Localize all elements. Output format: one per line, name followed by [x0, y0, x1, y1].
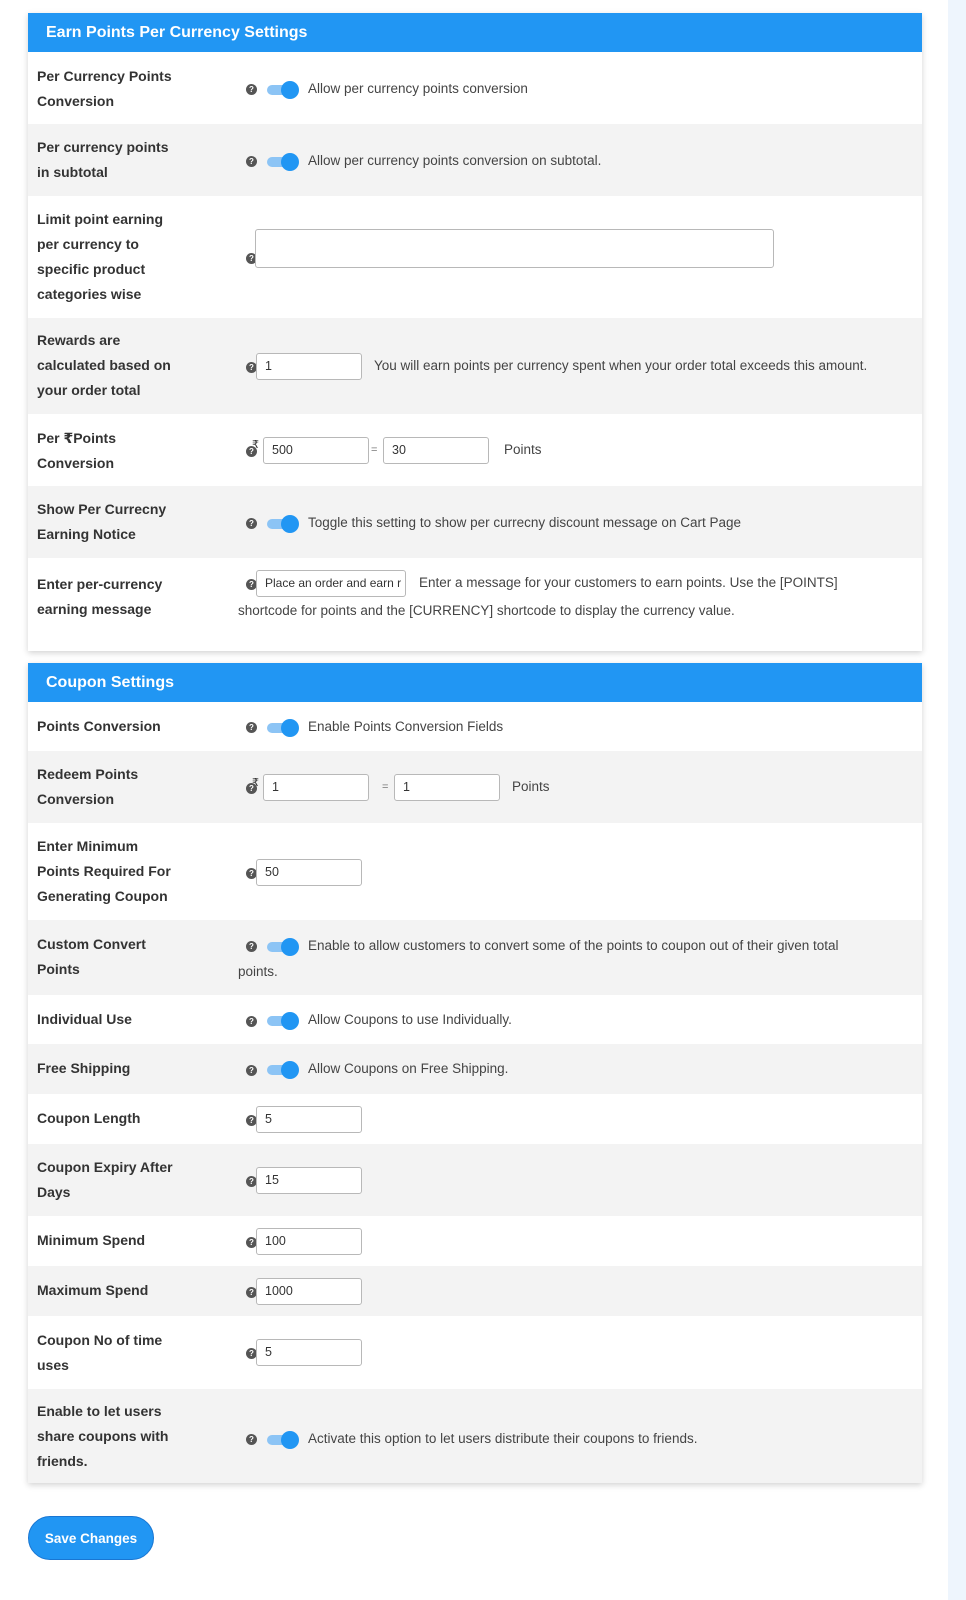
- help-icon[interactable]: ?: [246, 1237, 257, 1248]
- setting-description: You will earn points per currency spent when your order total exceeds this amount.: [374, 358, 868, 373]
- setting-label: Maximum Spend: [37, 1282, 149, 1298]
- order-total-input[interactable]: 1: [256, 353, 362, 380]
- help-icon[interactable]: ?: [246, 1348, 257, 1359]
- coupon-uses-input[interactable]: 5: [256, 1339, 362, 1366]
- help-icon[interactable]: ?: [246, 156, 257, 167]
- setting-label: Show Per Currecny Earning Notice: [37, 501, 167, 542]
- coupon-settings-panel: [28, 663, 922, 1483]
- earning-message-input[interactable]: Place an order and earn r: [256, 570, 406, 597]
- setting-row-coupon-length: [28, 1094, 922, 1144]
- toggle-switch[interactable]: [267, 719, 299, 736]
- setting-label: Enter per-currency earning message: [37, 576, 163, 617]
- setting-description: Enable to allow customers to convert some of the points to coupon out of their given total: [308, 938, 839, 953]
- points-unit-label: Points: [504, 442, 542, 457]
- setting-row-earning-notice: [28, 486, 922, 558]
- setting-row-per-currency-conversion: [28, 52, 922, 124]
- panel-title: Coupon Settings: [28, 663, 922, 702]
- setting-row-min-spend: [28, 1216, 922, 1266]
- setting-label: Limit point earning per currency to specific product categories wise: [37, 211, 163, 302]
- setting-description: Allow per currency points conversion on subtotal.: [308, 153, 602, 168]
- points-unit-label: Points: [512, 779, 550, 794]
- setting-description: Allow Coupons on Free Shipping.: [308, 1061, 509, 1076]
- help-icon[interactable]: ?: [246, 1176, 257, 1187]
- equals-sign: =: [382, 781, 389, 793]
- setting-row-redeem-conversion: [28, 751, 922, 823]
- toggle-switch[interactable]: [267, 153, 299, 170]
- setting-label: Per currency points in subtotal: [37, 139, 169, 180]
- setting-description: Enable Points Conversion Fields: [308, 719, 504, 734]
- setting-row-coupon-uses: [28, 1316, 922, 1389]
- setting-row-individual-use: [28, 995, 922, 1044]
- setting-row-points-conversion: [28, 414, 922, 486]
- points-amount-input[interactable]: 30: [383, 437, 489, 464]
- setting-label: Coupon Expiry After Days: [37, 1159, 173, 1200]
- setting-label: Per ₹Points Conversion: [37, 430, 116, 471]
- setting-description: Enter a message for your customers to earn points. Use the [POINTS]: [419, 575, 838, 590]
- help-icon[interactable]: ?: [246, 868, 257, 879]
- right-sidebar-strip: [948, 0, 966, 1600]
- setting-description-continued: points.: [238, 964, 278, 979]
- currency-amount-input[interactable]: 500: [263, 437, 369, 464]
- setting-row-points-in-subtotal: [28, 124, 922, 196]
- setting-label: Individual Use: [37, 1011, 132, 1027]
- help-icon[interactable]: ?: [246, 253, 257, 264]
- min-points-input[interactable]: 50: [256, 859, 362, 886]
- setting-label: Enter Minimum Points Required For Generating Coupon: [37, 838, 171, 904]
- setting-label: Enable to let users share coupons with friends.: [37, 1403, 169, 1469]
- coupon-length-input[interactable]: 5: [256, 1106, 362, 1133]
- setting-row-limit-categories: [28, 196, 922, 318]
- help-icon[interactable]: ?: [246, 1115, 257, 1126]
- equals-sign: =: [371, 444, 378, 456]
- setting-label: Per Currency Points Conversion: [37, 68, 172, 109]
- help-icon[interactable]: ?: [246, 1065, 257, 1076]
- min-spend-input[interactable]: 100: [256, 1228, 362, 1255]
- help-icon[interactable]: ?: [246, 518, 257, 529]
- help-icon[interactable]: ?: [246, 579, 257, 590]
- earn-points-panel: [28, 13, 922, 651]
- setting-description: Allow per currency points conversion: [308, 81, 528, 96]
- setting-row-earning-message: [28, 558, 922, 651]
- setting-label: Rewards are calculated based on your order total: [37, 332, 171, 398]
- help-icon[interactable]: ?: [246, 783, 257, 794]
- toggle-switch[interactable]: [267, 1061, 299, 1078]
- setting-description: Activate this option to let users distribute their coupons to friends.: [308, 1431, 698, 1446]
- help-icon[interactable]: ?: [246, 1434, 257, 1445]
- setting-description-continued: shortcode for points and the [CURRENCY] shortcode to display the currency value.: [238, 603, 735, 618]
- points-amount-input[interactable]: 1: [394, 774, 500, 801]
- max-spend-input[interactable]: 1000: [256, 1278, 362, 1305]
- help-icon[interactable]: ?: [246, 1016, 257, 1027]
- setting-row-min-points: [28, 823, 922, 920]
- toggle-switch[interactable]: [267, 515, 299, 532]
- currency-symbol: ₹: [252, 439, 259, 451]
- toggle-switch[interactable]: [267, 938, 299, 955]
- help-icon[interactable]: ?: [246, 84, 257, 95]
- panel-title: Earn Points Per Currency Settings: [28, 13, 922, 52]
- setting-row-share-coupons: [28, 1389, 922, 1483]
- coupon-expiry-input[interactable]: 15: [256, 1167, 362, 1194]
- toggle-switch[interactable]: [267, 1012, 299, 1029]
- category-select-input[interactable]: [255, 229, 774, 268]
- setting-row-order-total: [28, 318, 922, 414]
- help-icon[interactable]: ?: [246, 941, 257, 952]
- currency-symbol: ₹: [252, 777, 259, 789]
- setting-row-max-spend: [28, 1266, 922, 1316]
- setting-description: Allow Coupons to use Individually.: [308, 1012, 512, 1027]
- toggle-switch[interactable]: [267, 81, 299, 98]
- help-icon[interactable]: ?: [246, 446, 257, 457]
- setting-label: Points Conversion: [37, 718, 161, 734]
- setting-description: Toggle this setting to show per currecny discount message on Cart Page: [308, 515, 741, 530]
- setting-label: Custom Convert Points: [37, 936, 146, 977]
- toggle-switch[interactable]: [267, 1431, 299, 1448]
- help-icon[interactable]: ?: [246, 362, 257, 373]
- help-icon[interactable]: ?: [246, 1287, 257, 1298]
- setting-row-coupon-expiry: [28, 1144, 922, 1216]
- setting-label: Minimum Spend: [37, 1232, 146, 1248]
- setting-row-free-shipping: [28, 1044, 922, 1094]
- help-icon[interactable]: ?: [246, 722, 257, 733]
- save-changes-button[interactable]: Save Changes: [28, 1516, 154, 1560]
- setting-label: Coupon Length: [37, 1110, 141, 1126]
- setting-label: Redeem Points Conversion: [37, 766, 139, 807]
- setting-label: Free Shipping: [37, 1060, 131, 1076]
- setting-label: Coupon No of time uses: [37, 1332, 163, 1373]
- currency-amount-input[interactable]: 1: [263, 774, 369, 801]
- setting-row-points-conversion-fields: [28, 702, 922, 751]
- setting-row-custom-convert: [28, 920, 922, 995]
